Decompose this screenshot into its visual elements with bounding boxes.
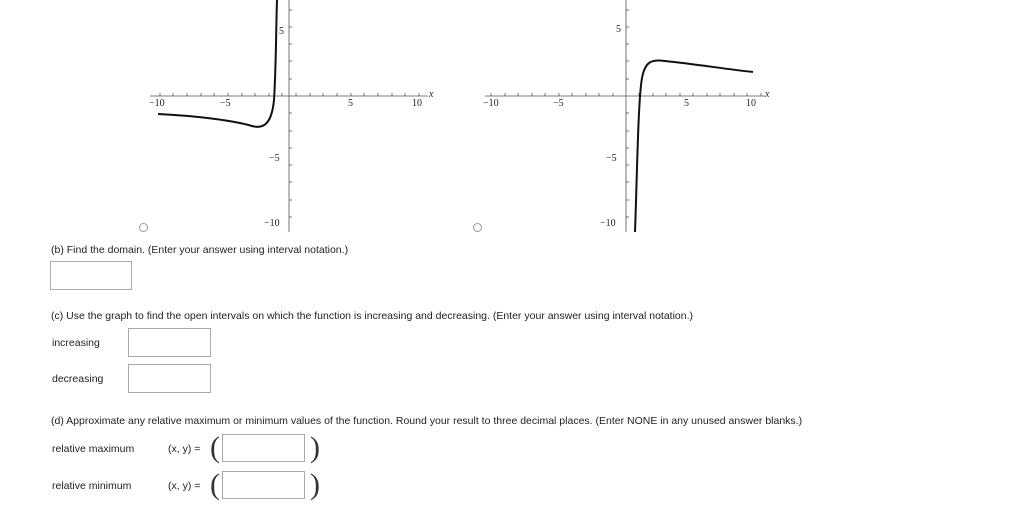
relative-maximum-input[interactable] — [222, 434, 305, 462]
decreasing-input[interactable] — [128, 364, 211, 393]
function-curve — [158, 0, 277, 127]
open-paren: ( — [210, 431, 220, 464]
graph-left — [140, 0, 440, 232]
decreasing-label: decreasing — [52, 373, 104, 385]
relative-maximum-label: relative maximum — [52, 443, 135, 455]
close-paren: ) — [310, 431, 320, 464]
function-curve — [635, 60, 753, 232]
x-tick-label: −5 — [220, 98, 231, 109]
graph-right-radio[interactable] — [473, 223, 482, 232]
open-paren: ( — [210, 468, 220, 501]
increasing-label: increasing — [52, 337, 100, 349]
xy-label: (x, y) = — [168, 480, 201, 492]
y-tick-label: −10 — [600, 218, 616, 229]
y-tick-label: −5 — [606, 153, 617, 164]
x-tick-label: 10 — [746, 98, 756, 109]
x-tick-label: 10 — [412, 98, 422, 109]
graph-right — [475, 0, 775, 232]
graph-left-svg — [140, 0, 440, 232]
relative-minimum-label: relative minimum — [52, 480, 132, 492]
y-tick-label: −5 — [269, 153, 280, 164]
y-tick-label: 5 — [616, 24, 621, 35]
x-axis-variable: x — [765, 89, 770, 100]
increasing-input[interactable] — [128, 328, 211, 357]
close-paren: ) — [310, 468, 320, 501]
x-axis-variable: x — [429, 89, 434, 100]
domain-input[interactable] — [50, 261, 132, 290]
part-b-question: (b) Find the domain. (Enter your answer using interval notation.) — [51, 244, 349, 256]
part-d-question: (d) Approximate any relative maximum or minimum values of the function. Round your result to three decimal places. (Enter NONE in any unused answer blanks.) — [51, 415, 803, 427]
x-tick-label: 5 — [348, 98, 353, 109]
part-c-question: (c) Use the graph to find the open intervals on which the function is increasing and decreasing. (Enter your answer using interval notation.) — [51, 310, 694, 322]
relative-minimum-input[interactable] — [222, 471, 305, 499]
y-tick-label: −10 — [264, 218, 280, 229]
xy-label: (x, y) = — [168, 443, 201, 455]
x-tick-label: 5 — [684, 98, 689, 109]
graph-right-svg — [475, 0, 775, 232]
y-tick-label: 5 — [279, 26, 284, 37]
x-tick-label: −5 — [553, 98, 564, 109]
x-tick-label: −10 — [149, 98, 165, 109]
x-tick-label: −10 — [483, 98, 499, 109]
graph-left-radio[interactable] — [139, 223, 148, 232]
